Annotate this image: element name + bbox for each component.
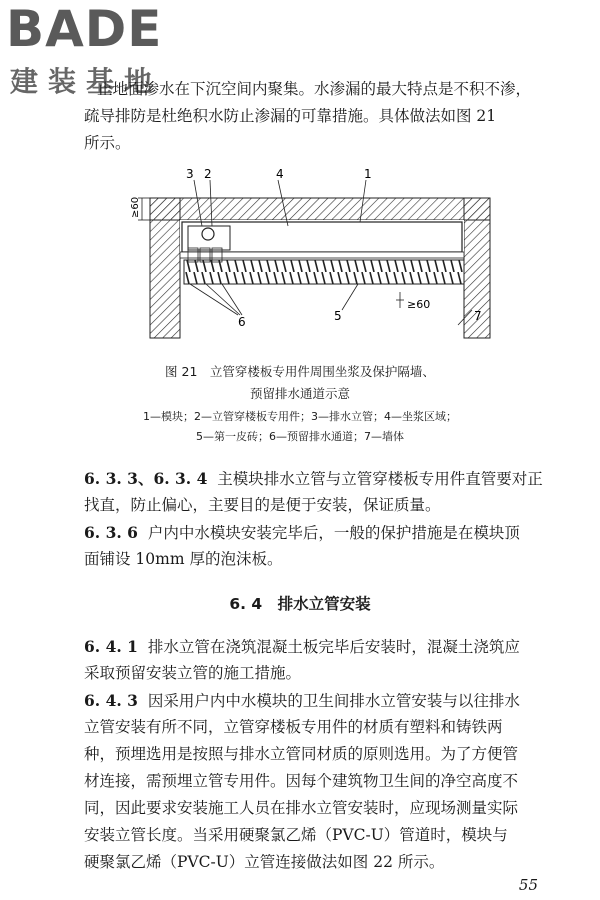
section-title-6-4: 6. 4 排水立管安装 <box>229 595 371 613</box>
dim-label-left: ≥60 <box>130 196 141 218</box>
logo-wordmark: BADE <box>6 0 163 58</box>
label-4: 4 <box>276 167 284 181</box>
label-7: 7 <box>474 309 482 323</box>
label-5: 5 <box>334 309 342 323</box>
para-641-heading: 6. 4. 1 <box>84 637 138 656</box>
intro-line-1: 止地面渗水在下沉空间内聚集。水渗漏的最大特点是不积不渗， <box>97 80 532 98</box>
para-643-line-7: 硬聚氯乙烯（PVC-U）立管连接做法如图 22 所示。 <box>84 853 445 871</box>
para-643-line-2: 立管安装有所不同，立管穿楼板专用件的材质有塑料和铸铁两 <box>84 718 503 736</box>
figure-legend-line-2: 5—第一皮砖；6—预留排水通道；7—墙体 <box>196 430 404 443</box>
para-633-text-1: 主模块排水立管与立管穿楼板专用件直管要对正 <box>217 470 543 488</box>
label-2: 2 <box>204 167 212 181</box>
first-brick-5 <box>184 260 464 284</box>
para-636-heading: 6. 3. 6 <box>84 523 138 542</box>
page-number: 55 <box>518 876 538 894</box>
figure-legend-line-1: 1—模块；2—立管穿楼板专用件；3—排水立管；4—坐浆区域； <box>143 410 457 423</box>
figure-caption-line-1: 图 21 立管穿楼板专用件周围坐浆及保护隔墙、 <box>165 364 435 379</box>
para-633-line-1 <box>84 465 554 493</box>
label-1: 1 <box>364 167 372 181</box>
figure-21-drawing <box>128 160 508 350</box>
para-643-text-1: 因采用户内中水模块的卫生间排水立管安装与以往排水 <box>147 692 520 710</box>
para-636-line-2: 面铺设 10mm 厚的泡沫板。 <box>84 550 283 568</box>
label-3: 3 <box>186 167 194 181</box>
para-643-line-5: 同，因此要求安装施工人员在排水立管安装时，应现场测量实际 <box>84 799 519 817</box>
para-643-line-3: 种，预埋选用是按照与排水立管同材质的原则选用。为了方便管 <box>84 745 519 763</box>
para-641-line-2: 采取预留安装立管的施工措施。 <box>84 664 302 682</box>
para-643-line-1 <box>84 687 554 715</box>
dim-label-mid: ≥60 <box>407 298 431 311</box>
figure-caption-line-2: 预留排水通道示意 <box>249 386 350 401</box>
logo-subtitle: 建装基地 <box>10 65 163 98</box>
para-643-line-6: 安装立管长度。当采用硬聚氯乙烯（PVC-U）管道时，模块与 <box>84 826 508 844</box>
para-641-line-1 <box>84 633 554 661</box>
drain-pipe-3 <box>202 228 214 240</box>
para-636-line-1 <box>84 519 554 547</box>
para-636-text-1: 户内中水模块安装完毕后，一般的保护措施是在模块顶 <box>147 524 520 542</box>
para-633-line-2: 找直，防止偏心，主要目的是便于安装，保证质量。 <box>84 496 441 514</box>
para-643-line-4: 材连接，需预埋立管专用件。因每个建筑物卫生间的净空高度不 <box>84 772 519 790</box>
para-641-text-1: 排水立管在浇筑混凝土板完毕后安装时，混凝土浇筑应 <box>147 638 520 656</box>
para-643-heading: 6. 4. 3 <box>84 691 138 710</box>
intro-line-3: 所示。 <box>84 134 131 152</box>
intro-line-2: 疏导排防是杜绝积水防止渗漏的可靠措施。具体做法如图 21 <box>84 107 497 125</box>
label-6: 6 <box>238 315 246 329</box>
para-633-heading: 6. 3. 3、6. 3. 4 <box>84 469 208 488</box>
